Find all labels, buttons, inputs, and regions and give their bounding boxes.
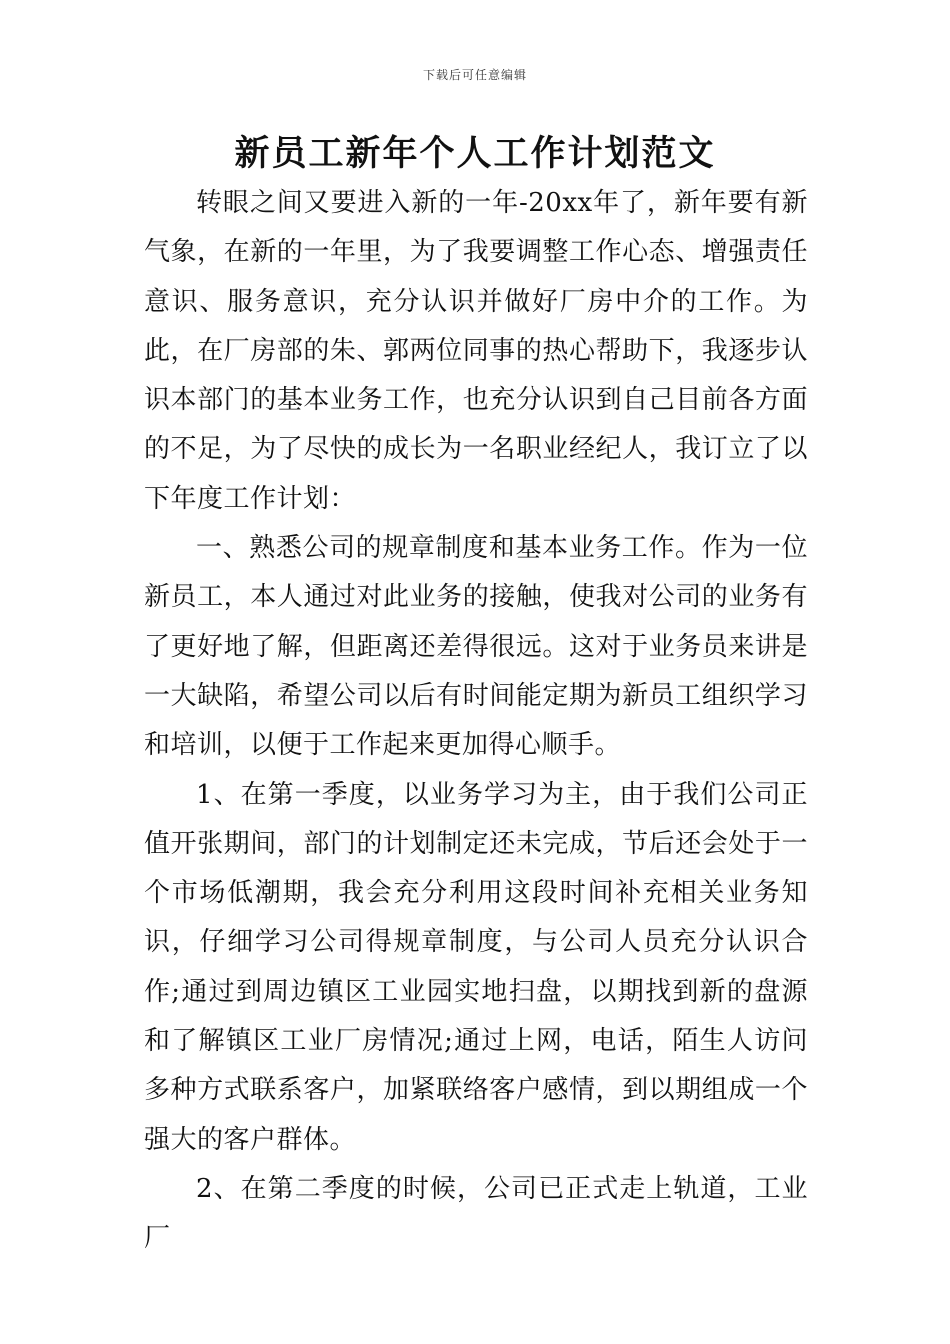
document-title: 新员工新年个人工作计划范文 — [234, 134, 716, 174]
paragraph-item-2: 2、在第二季度的时候，公司已正式走上轨道，工业厂 — [144, 1173, 808, 1254]
paragraph-section-1: 一、熟悉公司的规章制度和基本业务工作。作为一位新员工，本人通过对此业务的接触，使我对公司的业务有了更好地了解，但距离还差得很远。这对于业务员来讲是一大缺陷，希望公司以后有时间能定期为新员工组织学习和培训，以便于工作起来更加得心顺手。 — [144, 533, 808, 761]
paragraph-intro: 转眼之间又要进入新的一年-20xx年了，新年要有新气象，在新的一年里，为了我要调整工作心态、增强责任意识、服务意识，充分认识并做好厂房中介的工作。为此，在厂房部的朱、郭两位同事的热心帮助下，我逐步认识本部门的基本业务工作，也充分认识到自己目前各方面的不足，为了尽快的成长为一名职业经纪人，我订立了以下年度工作计划： — [144, 188, 808, 514]
document-body — [144, 179, 808, 1264]
header-note: 下载后可任意编辑 — [422, 68, 527, 82]
paragraph-item-1: 1、在第一季度，以业务学习为主，由于我们公司正值开张期间，部门的计划制定还未完成，节后还会处于一个市场低潮期，我会充分利用这段时间补充相关业务知识，仔细学习公司得规章制度，与公司人员充分认识合作;通过到周边镇区工业园实地扫盘，以期找到新的盘源和了解镇区工业厂房情况;通过上网，电话，陌生人访问多种方式联系客户，加紧联络客户感情，到以期组成一个强大的客户群体。 — [144, 779, 808, 1155]
